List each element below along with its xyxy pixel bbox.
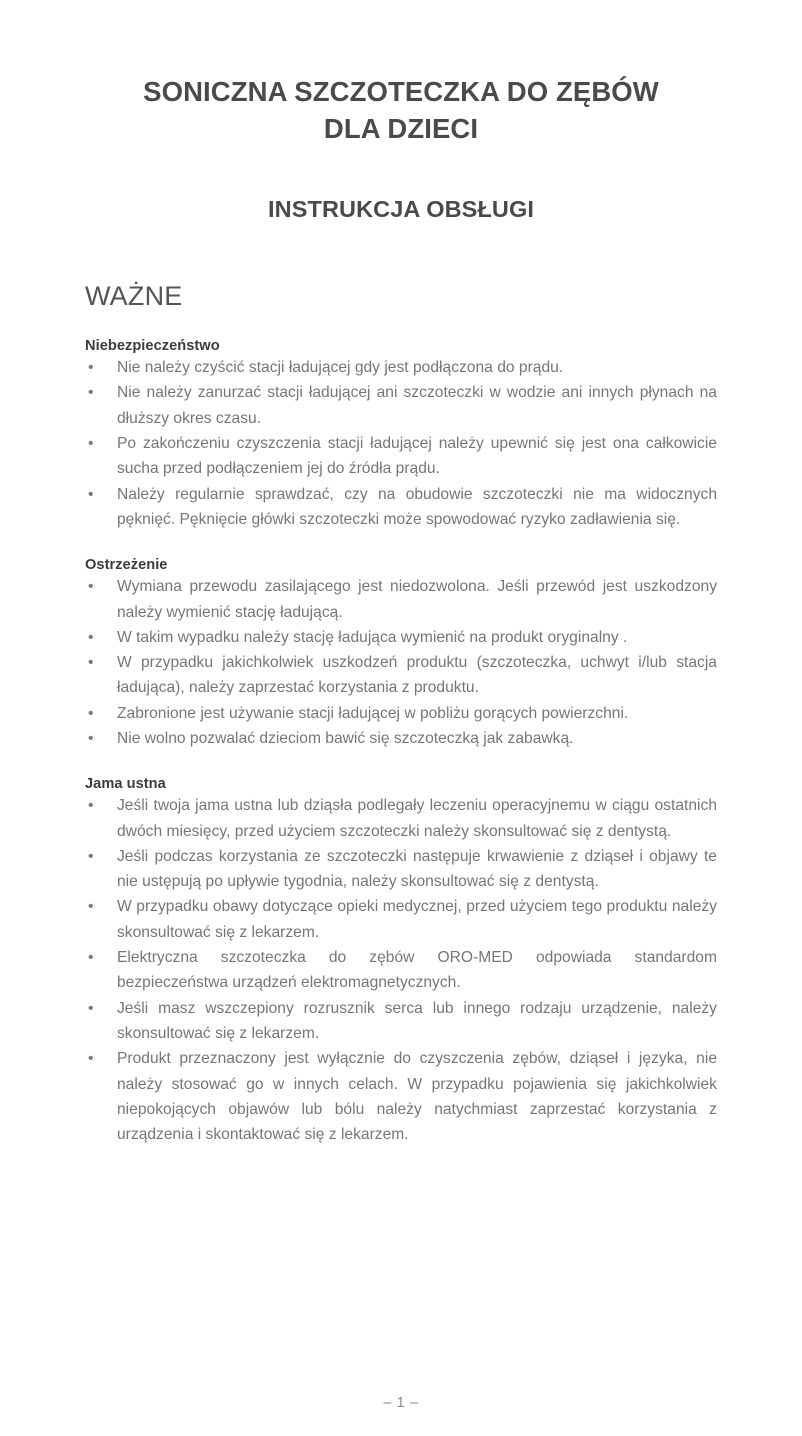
- list-item-text: • Wymiana przewodu zasilającego jest niedozwolona. Jeśli przewód jest uszkodzony należy wymienić stację ładującą.: [117, 578, 717, 621]
- list-item: [85, 793, 717, 844]
- list-item: [85, 574, 717, 625]
- list-item-text: • W takim wypadku należy stację ładująca wymienić na produkt oryginalny .: [117, 628, 628, 646]
- page-number-footer: – 1 –: [383, 1395, 419, 1411]
- list-item-text: • Zabronione jest używanie stacji ładującej w pobliżu gorących powierzchni.: [117, 704, 629, 722]
- section-ostrzezenie: [85, 532, 717, 751]
- list-item-text: • Jeśli masz wszczepiony rozrusznik serca lub innego rodzaju urządzenie, należy skonsultować się z lekarzem.: [117, 999, 717, 1042]
- list-item-text: • Nie należy zanurzać stacji ładującej ani szczoteczki w wodzie ani innych płynach na dłuższy okres czasu.: [117, 384, 717, 427]
- list-item: [85, 844, 717, 895]
- section-jama-ustna: [85, 751, 717, 1147]
- list-item: [85, 355, 717, 380]
- page-content: [0, 223, 802, 1147]
- list-item-text: • Jeśli podczas korzystania ze szczoteczki następuje krwawienie z dziąseł i objawy te nie ustępują po upływie tygodnia, należy skonsultować się z dentystą.: [117, 847, 717, 891]
- bullet-list: [85, 355, 717, 532]
- document-subtitle: INSTRUKCJA OBSŁUGI: [268, 196, 534, 223]
- list-item-text: • W przypadku jakichkolwiek uszkodzeń produktu (szczoteczka, uchwyt i/lub stacja ładująca), należy zaprzestać korzystania z produktu.: [117, 654, 717, 697]
- section-heading: Niebezpieczeństwo: [85, 338, 220, 355]
- list-item: [85, 726, 717, 751]
- list-item-text: • Należy regularnie sprawdzać, czy na obudowie szczoteczki nie ma widocznych pęknięć. Pęknięcie główki szczoteczki może spowodować ryzyko zadławienia się.: [117, 485, 717, 528]
- document-title: [0, 74, 802, 147]
- list-item-text: • Elektryczna szczoteczka do zębów ORO-MED odpowiada standardom bezpieczeństwa urządzeń elektromagnetycznych.: [117, 949, 717, 992]
- list-item: [85, 650, 717, 701]
- list-item-text: • Jeśli twoja jama ustna lub dziąsła podlegały leczeniu operacyjnemu w ciągu ostatnich dwóch miesięcy, przed użyciem szczoteczki należy skonsultować się z dentystą.: [117, 797, 717, 840]
- list-item-text: • Nie wolno pozwalać dzieciom bawić się szczoteczką jak zabawką.: [117, 729, 574, 747]
- list-item: [85, 945, 717, 996]
- list-item-text: • Nie należy czyścić stacji ładującej gdy jest podłączona do prądu.: [117, 359, 564, 377]
- document-title-line-1: SONICZNA SZCZOTECZKA DO ZĘBÓW: [143, 76, 659, 107]
- list-item: [85, 996, 717, 1047]
- title-block: [0, 0, 802, 223]
- list-item: [85, 625, 717, 650]
- list-item: [85, 482, 717, 533]
- section-heading: Jama ustna: [85, 776, 166, 793]
- list-item: [85, 380, 717, 431]
- list-item: [85, 701, 717, 726]
- bullet-list: [85, 793, 717, 1147]
- section-heading: Ostrzeżenie: [85, 557, 168, 574]
- list-item: [85, 431, 717, 482]
- list-item: [85, 894, 717, 945]
- list-item: [85, 1046, 717, 1147]
- document-title-line-2: DLA DZIECI: [323, 112, 479, 144]
- section-title-wazne: WAŻNE: [85, 281, 183, 312]
- list-item-text: • Produkt przeznaczony jest wyłącznie do czyszczenia zębów, dziąseł i języka, nie należy stosować go w innych celach. W przypadku pojawienia się jakichkolwiek niepokojących objawów lub bólu należy natychmiast zaprzestać korzystania z urządzenia i skontaktować się z lekarzem.: [117, 1050, 717, 1144]
- list-item-text: • Po zakończeniu czyszczenia stacji ładującej należy upewnić się jest ona całkowicie sucha przed podłączeniem jej do źródła prądu.: [117, 435, 717, 478]
- list-item-text: • W przypadku obawy dotyczące opieki medycznej, przed użyciem tego produktu należy skonsultować się z lekarzem.: [117, 898, 717, 941]
- bullet-list: [85, 574, 717, 751]
- section-niebezpieczenstwo: [85, 312, 717, 532]
